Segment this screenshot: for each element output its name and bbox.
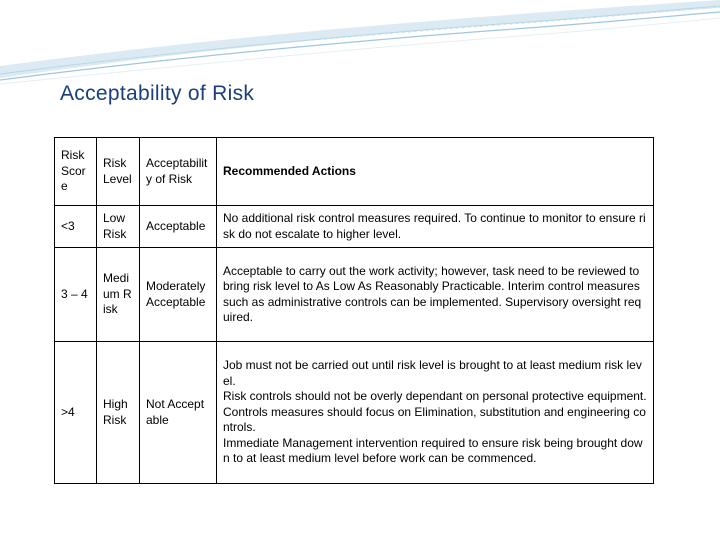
header-risk-score: Risk Score [55,138,97,206]
acceptability-cell: Acceptable [140,206,217,248]
header-risk-level: Risk Level [97,138,140,206]
header-wave-decoration [0,0,720,90]
table-row [55,206,654,248]
table-row [55,342,654,484]
risk-level-cell: Low Risk [97,206,140,248]
risk-acceptability-table [54,137,654,484]
header-recommended-actions: Recommended Actions [217,138,654,206]
table-row [55,248,654,342]
action-line: Immediate Management intervention required to ensure risk being brought down to at least medium level before work can be commenced. [223,435,643,466]
risk-score-cell: <3 [55,206,97,248]
risk-level-cell: Medium Risk [97,248,140,342]
header-acceptability: Acceptability of Risk [140,138,217,206]
risk-score-cell: >4 [55,342,97,484]
recommended-actions-cell: Acceptable to carry out the work activity; however, task need to be reviewed to bring risk level to As Low As Reasonably Practicable. Interim control measures such as administrative controls can be implemented. Supervisory oversight required. [217,248,654,342]
table-header-row [55,138,654,206]
recommended-actions-cell: No additional risk control measures required. To continue to monitor to ensure risk do not escalate to higher level. [217,206,654,248]
recommended-actions-cell [217,342,654,484]
acceptability-cell: Moderately Acceptable [140,248,217,342]
risk-score-cell: 3 – 4 [55,248,97,342]
action-line: Risk controls should not be overly dependant on personal protective equipment. Controls measures should focus on Elimination, substitution and engineering controls. [223,389,647,435]
risk-level-cell: High Risk [97,342,140,484]
acceptability-cell: Not Acceptable [140,342,217,484]
action-line: Job must not be carried out until risk level is brought to at least medium risk level. [223,358,642,388]
page-title: Acceptability of Risk [60,82,255,105]
